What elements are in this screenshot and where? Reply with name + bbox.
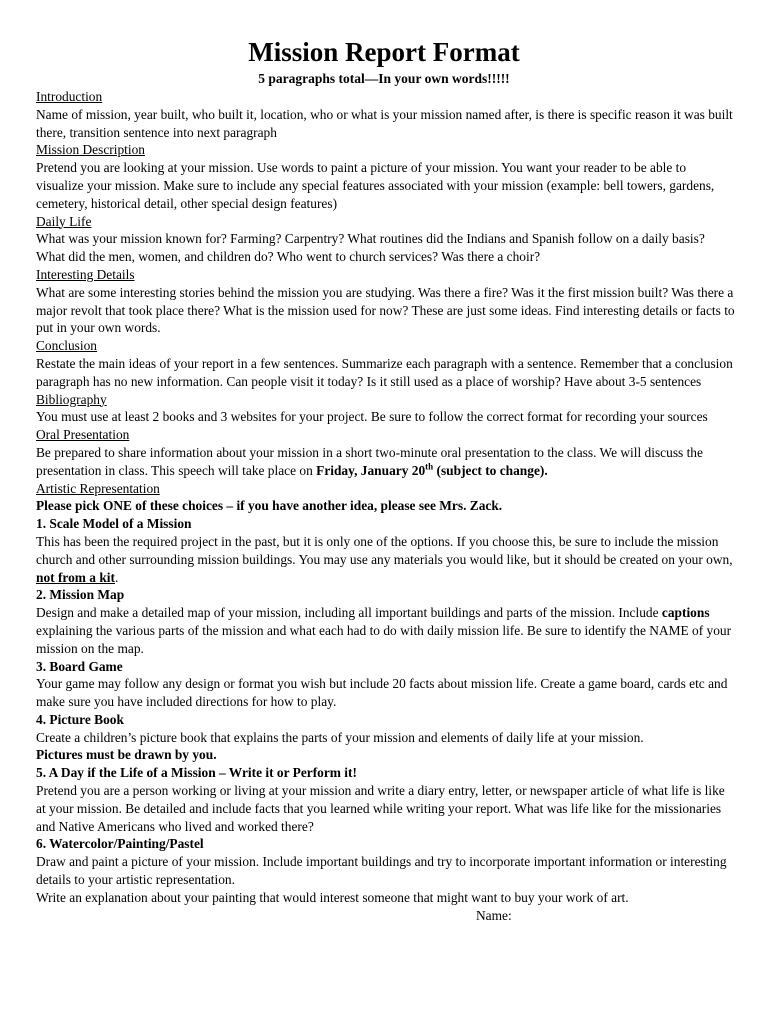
choice-5-text: Pretend you are a person working or living at your mission and write a diary entry, letter, or newspaper article of what life is like at your mission. Be detailed and include facts that you learned while writing your report. What was life like for the missionaries and Native Americans who lived and worked there? bbox=[36, 783, 725, 834]
choice-2-emphasis: captions bbox=[661, 605, 710, 621]
oral-date bbox=[316, 463, 548, 478]
oral-date-after: (subject to change). bbox=[433, 462, 548, 478]
page-subtitle: 5 paragraphs total—In your own words!!!!! bbox=[258, 71, 510, 86]
oral-date-text: Friday, January 20 bbox=[316, 462, 426, 478]
choice-5-title: 5. A Day if the Life of a Mission – Write it or Perform it! bbox=[36, 765, 357, 781]
choice-2-body-a: Design and make a detailed map of your mission, including all important buildings and parts of the mission. Include bbox=[36, 605, 662, 621]
choice-2-text bbox=[36, 604, 736, 657]
choice-2-body-b: explaining the various parts of the mission and what each had to do with daily mission life. Be sure to identify the NAME of your mission on the map. bbox=[36, 622, 732, 656]
section-text-introduction: Name of mission, year built, who built it, location, who or what is your mission named after, is there is specific reason it was built there, transition sentence into next paragraph bbox=[36, 106, 733, 140]
choice-1-end: . bbox=[114, 569, 119, 585]
section-text-daily-life: What was your mission known for? Farming? Carpentry? What routines did the Indians and Spanish follow on a daily basis? What did the men, women, and children do? Who went to church services? Was there a choir? bbox=[36, 231, 705, 265]
oral-text: Be prepared to share information about your mission in a short two-minute oral presentation to the class. We will discuss the presentation in class. This speech will take place on bbox=[36, 444, 703, 478]
section-text-conclusion: Restate the main ideas of your report in a few sentences. Summarize each paragraph with a sentence. Remember that a conclusion paragraph has no new information. Can people visit it today? Is it still used as a place of worship? Have about 3-5 sentences bbox=[36, 355, 733, 389]
section-heading-artistic-representation: Artistic Representation bbox=[36, 480, 160, 496]
section-text-mission-description: Pretend you are looking at your mission. Use words to paint a picture of your mission. You want your reader to be able to visualize your mission. Make sure to include any special features associated with your mission (example: bell towers, gardens, cemetery, historical detail, other special design features) bbox=[36, 160, 715, 211]
choice-1-title: 1. Scale Model of a Mission bbox=[36, 516, 192, 532]
section-heading-mission-description: Mission Description bbox=[36, 142, 145, 158]
name-label: Name: bbox=[476, 907, 512, 923]
choice-4-note: Pictures must be drawn by you. bbox=[36, 747, 217, 763]
section-heading-introduction: Introduction bbox=[36, 89, 103, 104]
choice-1-emphasis: not from a kit bbox=[36, 569, 115, 585]
artistic-instruction: Please pick ONE of these choices – if you have another idea, please see Mrs. Zack. bbox=[36, 498, 503, 514]
choice-4-text: Create a children’s picture book that explains the parts of your mission and elements of daily life at your mission. bbox=[36, 729, 644, 745]
section-heading-conclusion: Conclusion bbox=[36, 338, 98, 354]
choice-3-title: 3. Board Game bbox=[36, 658, 123, 674]
section-heading-bibliography: Bibliography bbox=[36, 391, 107, 407]
section-text-oral-presentation bbox=[36, 444, 736, 480]
choice-6-text: Draw and paint a picture of your mission. Include important buildings and try to incorporate important information or interesting details to your artistic representation. bbox=[36, 854, 727, 888]
section-heading-daily-life: Daily Life bbox=[36, 213, 92, 229]
choice-4-title: 4. Picture Book bbox=[36, 711, 124, 727]
choice-1-text bbox=[36, 533, 736, 586]
section-text-interesting-details: What are some interesting stories behind the mission you are studying. Was there a fire? Was it the first mission built? Was there a major revolt that took place there? What is the mission used for now? These are just some ideas. Find interesting details or facts to put in your own words. bbox=[36, 284, 735, 336]
choice-6-title: 6. Watercolor/Painting/Pastel bbox=[36, 836, 204, 852]
section-text-bibliography: You must use at least 2 books and 3 websites for your project. Be sure to follow the correct format for recording your sources bbox=[36, 409, 708, 425]
choice-6-extra: Write an explanation about your painting that would interest someone that might want to buy your work of art. bbox=[36, 889, 629, 905]
choice-1-body: This has been the required project in the past, but it is only one of the options. If you choose this, be sure to include the mission church and other surrounding mission buildings. You may use any materials you would like, but it should be created on your own, bbox=[36, 533, 733, 567]
document-body bbox=[36, 88, 736, 924]
section-heading-oral-presentation: Oral Presentation bbox=[36, 427, 130, 443]
choice-3-text: Your game may follow any design or format you wish but include 20 facts about mission life. Create a game board, cards etc and make sure you have included directions for how to play. bbox=[36, 676, 728, 710]
page-title: Mission Report Format bbox=[248, 37, 520, 67]
oral-date-suffix: th bbox=[425, 461, 434, 472]
choice-2-title: 2. Mission Map bbox=[36, 587, 125, 603]
section-heading-interesting-details: Interesting Details bbox=[36, 266, 135, 282]
